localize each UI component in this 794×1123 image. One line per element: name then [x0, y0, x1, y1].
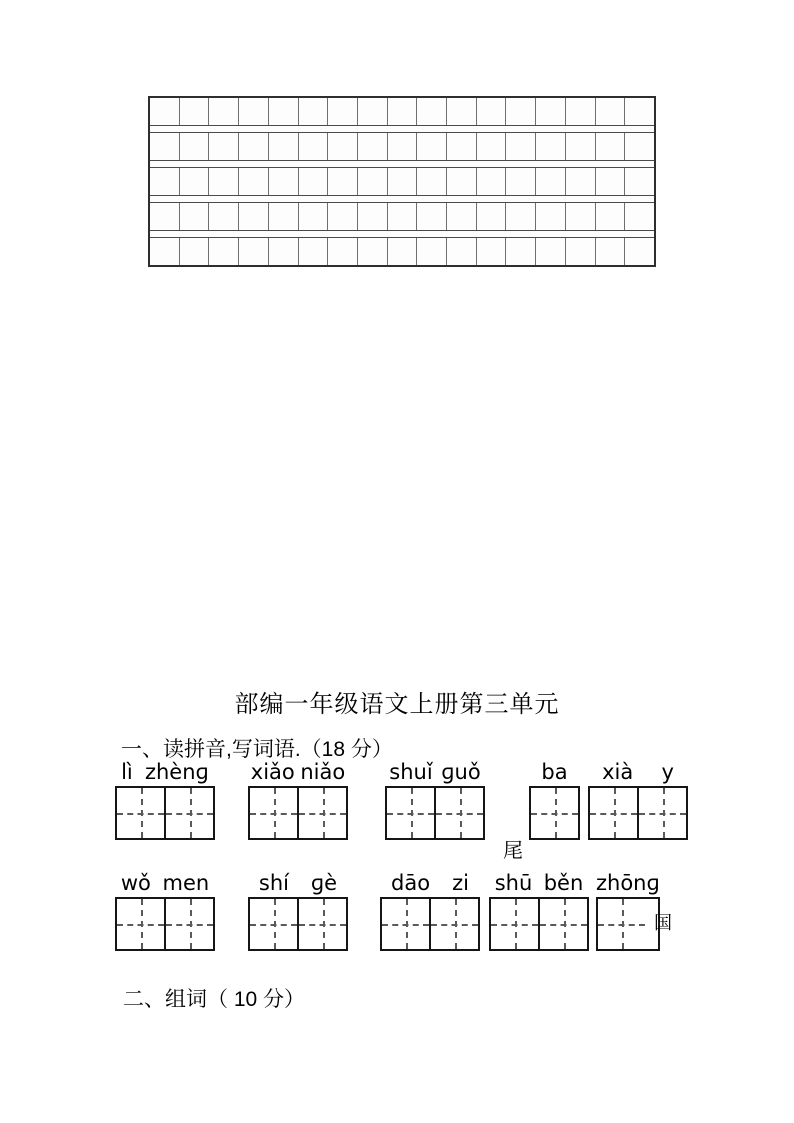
tianzige-cell[interactable]: [637, 788, 686, 838]
grid-cell[interactable]: [477, 168, 507, 195]
tianzige-cell[interactable]: [250, 899, 297, 949]
grid-cell[interactable]: [358, 203, 388, 230]
grid-cell[interactable]: [358, 168, 388, 195]
section-one-heading: 一、读拼音,写词语.（18 分）: [121, 738, 393, 761]
grid-cell[interactable]: [536, 203, 566, 230]
grid-cell[interactable]: [388, 238, 418, 265]
grid-cell[interactable]: [417, 238, 447, 265]
grid-cell[interactable]: [299, 203, 329, 230]
pinyin-syllable: ɡè: [310, 870, 338, 895]
grid-cell[interactable]: [269, 203, 299, 230]
pinyin-syllable: men: [162, 870, 210, 895]
grid-cell[interactable]: [239, 98, 269, 125]
section-two-heading: 二、组词（ 10 分）: [123, 988, 306, 1011]
grid-cell[interactable]: [566, 168, 596, 195]
tianzige-cell[interactable]: [598, 899, 645, 949]
answer-box: [588, 786, 688, 840]
pinyin-group-xiao-niao: [248, 757, 348, 840]
pinyin-group-zhong-guo: [596, 868, 672, 951]
grid-cell[interactable]: [536, 98, 566, 125]
pinyin-syllable: shū: [494, 870, 533, 895]
grid-cell[interactable]: [417, 203, 447, 230]
grid-row: [150, 237, 654, 265]
grid-cell[interactable]: [447, 203, 477, 230]
grid-cell[interactable]: [358, 238, 388, 265]
answer-box: [115, 786, 215, 840]
tianzige-cell[interactable]: [382, 899, 429, 949]
grid-row: [150, 202, 654, 231]
answer-box: [248, 897, 348, 951]
pinyin-group-shui-guo: [385, 757, 485, 840]
answer-box: [489, 897, 589, 951]
grid-cell[interactable]: [180, 168, 210, 195]
tianzige-cell[interactable]: [297, 899, 346, 949]
pinyin-label: [248, 757, 348, 784]
grid-cell[interactable]: [596, 238, 626, 265]
pinyin-group-li-zheng: [115, 757, 215, 840]
grid-cell[interactable]: [596, 203, 626, 230]
pinyin-syllable: ɡuǒ: [441, 759, 481, 784]
grid-cell[interactable]: [239, 203, 269, 230]
grid-row: [150, 98, 654, 126]
pinyin-label: [529, 757, 580, 784]
grid-cell[interactable]: [299, 133, 329, 160]
grid-cell[interactable]: [477, 203, 507, 230]
grid-cell[interactable]: [625, 238, 654, 265]
grid-cell[interactable]: [388, 133, 418, 160]
grid-cell[interactable]: [477, 133, 507, 160]
grid-cell[interactable]: [239, 238, 269, 265]
tianzige-cell[interactable]: [297, 788, 346, 838]
grid-cell[interactable]: [596, 133, 626, 160]
writing-grid: [148, 96, 656, 267]
grid-cell[interactable]: [625, 168, 654, 195]
grid-cell[interactable]: [625, 133, 654, 160]
grid-cell[interactable]: [299, 238, 329, 265]
pinyin-group-wei-ba: [503, 757, 580, 862]
grid-cell[interactable]: [239, 133, 269, 160]
grid-cell[interactable]: [180, 203, 210, 230]
grid-cell[interactable]: [388, 98, 418, 125]
grid-cell[interactable]: [388, 203, 418, 230]
pinyin-label: [248, 868, 348, 895]
tianzige-cell[interactable]: [531, 788, 578, 838]
grid-cell[interactable]: [625, 203, 654, 230]
pinyin-syllable: dāo: [391, 870, 431, 895]
grid-row: [150, 132, 654, 161]
grid-cell[interactable]: [566, 133, 596, 160]
grid-cell[interactable]: [447, 98, 477, 125]
answer-box: [385, 786, 485, 840]
pinyin-group-xia-yu: [588, 757, 688, 840]
grid-cell[interactable]: [596, 168, 626, 195]
grid-cell[interactable]: [150, 133, 180, 160]
grid-cell[interactable]: [209, 133, 239, 160]
pinyin-label: [115, 868, 215, 895]
tianzige-cell[interactable]: [164, 788, 213, 838]
pinyin-syllable: zhènɡ: [144, 759, 209, 784]
pinyin-label: [380, 868, 480, 895]
grid-cell[interactable]: [506, 203, 536, 230]
tianzige-cell[interactable]: [491, 899, 538, 949]
pinyin-group-dao-zi: [380, 868, 480, 951]
grid-cell[interactable]: [566, 238, 596, 265]
grid-cell[interactable]: [566, 203, 596, 230]
pinyin-syllable: niǎo: [300, 759, 346, 784]
answer-box: [115, 897, 215, 951]
given-character-wei: 尾: [503, 840, 523, 862]
grid-cell[interactable]: [209, 168, 239, 195]
tianzige-cell[interactable]: [164, 899, 213, 949]
pinyin-syllable: zi: [452, 870, 469, 895]
grid-cell[interactable]: [388, 168, 418, 195]
grid-cell[interactable]: [477, 238, 507, 265]
grid-cell[interactable]: [209, 203, 239, 230]
pinyin-syllable: zhōnɡ: [596, 870, 660, 895]
grid-cell[interactable]: [536, 168, 566, 195]
pinyin-group-shi-ge: [248, 868, 348, 951]
grid-cell[interactable]: [180, 133, 210, 160]
tianzige-cell[interactable]: [387, 788, 434, 838]
pinyin-syllable: wǒ: [120, 870, 151, 895]
pinyin-label: [385, 757, 485, 784]
grid-cell[interactable]: [417, 133, 447, 160]
pinyin-label: [588, 757, 688, 784]
grid-cell[interactable]: [328, 98, 358, 125]
grid-cell[interactable]: [150, 168, 180, 195]
tianzige-cell[interactable]: [117, 788, 164, 838]
pinyin-syllable: ba: [541, 759, 568, 784]
grid-cell[interactable]: [506, 133, 536, 160]
grid-cell[interactable]: [358, 133, 388, 160]
tianzige-cell[interactable]: [250, 788, 297, 838]
pinyin-syllable: xiǎo: [250, 759, 295, 784]
grid-cell[interactable]: [239, 168, 269, 195]
grid-cell[interactable]: [358, 98, 388, 125]
pinyin-syllable: xià: [602, 759, 634, 784]
grid-cell[interactable]: [536, 133, 566, 160]
grid-cell[interactable]: [328, 203, 358, 230]
grid-cell[interactable]: [269, 238, 299, 265]
grid-cell[interactable]: [477, 98, 507, 125]
pinyin-syllable: běn: [543, 870, 584, 895]
pinyin-label: [115, 757, 215, 784]
tianzige-cell[interactable]: [538, 899, 587, 949]
grid-cell[interactable]: [180, 238, 210, 265]
pinyin-syllable: shuǐ: [389, 759, 433, 784]
grid-cell[interactable]: [536, 238, 566, 265]
grid-cell[interactable]: [209, 238, 239, 265]
pinyin-syllable: y: [661, 759, 674, 784]
grid-cell[interactable]: [506, 168, 536, 195]
tianzige-cell[interactable]: [590, 788, 637, 838]
tianzige-cell[interactable]: [117, 899, 164, 949]
grid-cell[interactable]: [209, 98, 239, 125]
grid-cell[interactable]: [447, 168, 477, 195]
grid-cell[interactable]: [328, 133, 358, 160]
page-title: 部编一年级语文上册第三单元: [234, 692, 560, 718]
answer-box: [380, 897, 480, 951]
answer-box: [248, 786, 348, 840]
grid-cell[interactable]: [506, 238, 536, 265]
tianzige-cell[interactable]: [429, 899, 478, 949]
grid-cell[interactable]: [625, 98, 654, 125]
grid-cell[interactable]: [180, 98, 210, 125]
grid-cell[interactable]: [506, 98, 536, 125]
grid-cell[interactable]: [150, 203, 180, 230]
grid-cell[interactable]: [417, 98, 447, 125]
answer-box: [529, 786, 580, 840]
grid-cell[interactable]: [596, 98, 626, 125]
pinyin-group-wo-men: [115, 868, 215, 951]
grid-row: [150, 167, 654, 196]
grid-cell[interactable]: [328, 238, 358, 265]
given-character-guo: 国: [654, 913, 672, 933]
grid-cell[interactable]: [269, 98, 299, 125]
grid-cell[interactable]: [566, 98, 596, 125]
tianzige-cell[interactable]: [434, 788, 483, 838]
grid-cell[interactable]: [417, 168, 447, 195]
answer-box: [596, 897, 660, 951]
grid-cell[interactable]: [299, 98, 329, 125]
pinyin-syllable: shí: [258, 870, 289, 895]
grid-cell[interactable]: [269, 133, 299, 160]
grid-cell[interactable]: [150, 98, 180, 125]
pinyin-label: [489, 868, 589, 895]
grid-cell[interactable]: [447, 133, 477, 160]
pinyin-label: [596, 868, 660, 895]
pinyin-group-shu-ben: [489, 868, 589, 951]
grid-cell[interactable]: [447, 238, 477, 265]
grid-cell[interactable]: [299, 168, 329, 195]
grid-cell[interactable]: [150, 238, 180, 265]
pinyin-syllable: lì: [121, 759, 133, 784]
grid-cell[interactable]: [269, 168, 299, 195]
grid-cell[interactable]: [328, 168, 358, 195]
